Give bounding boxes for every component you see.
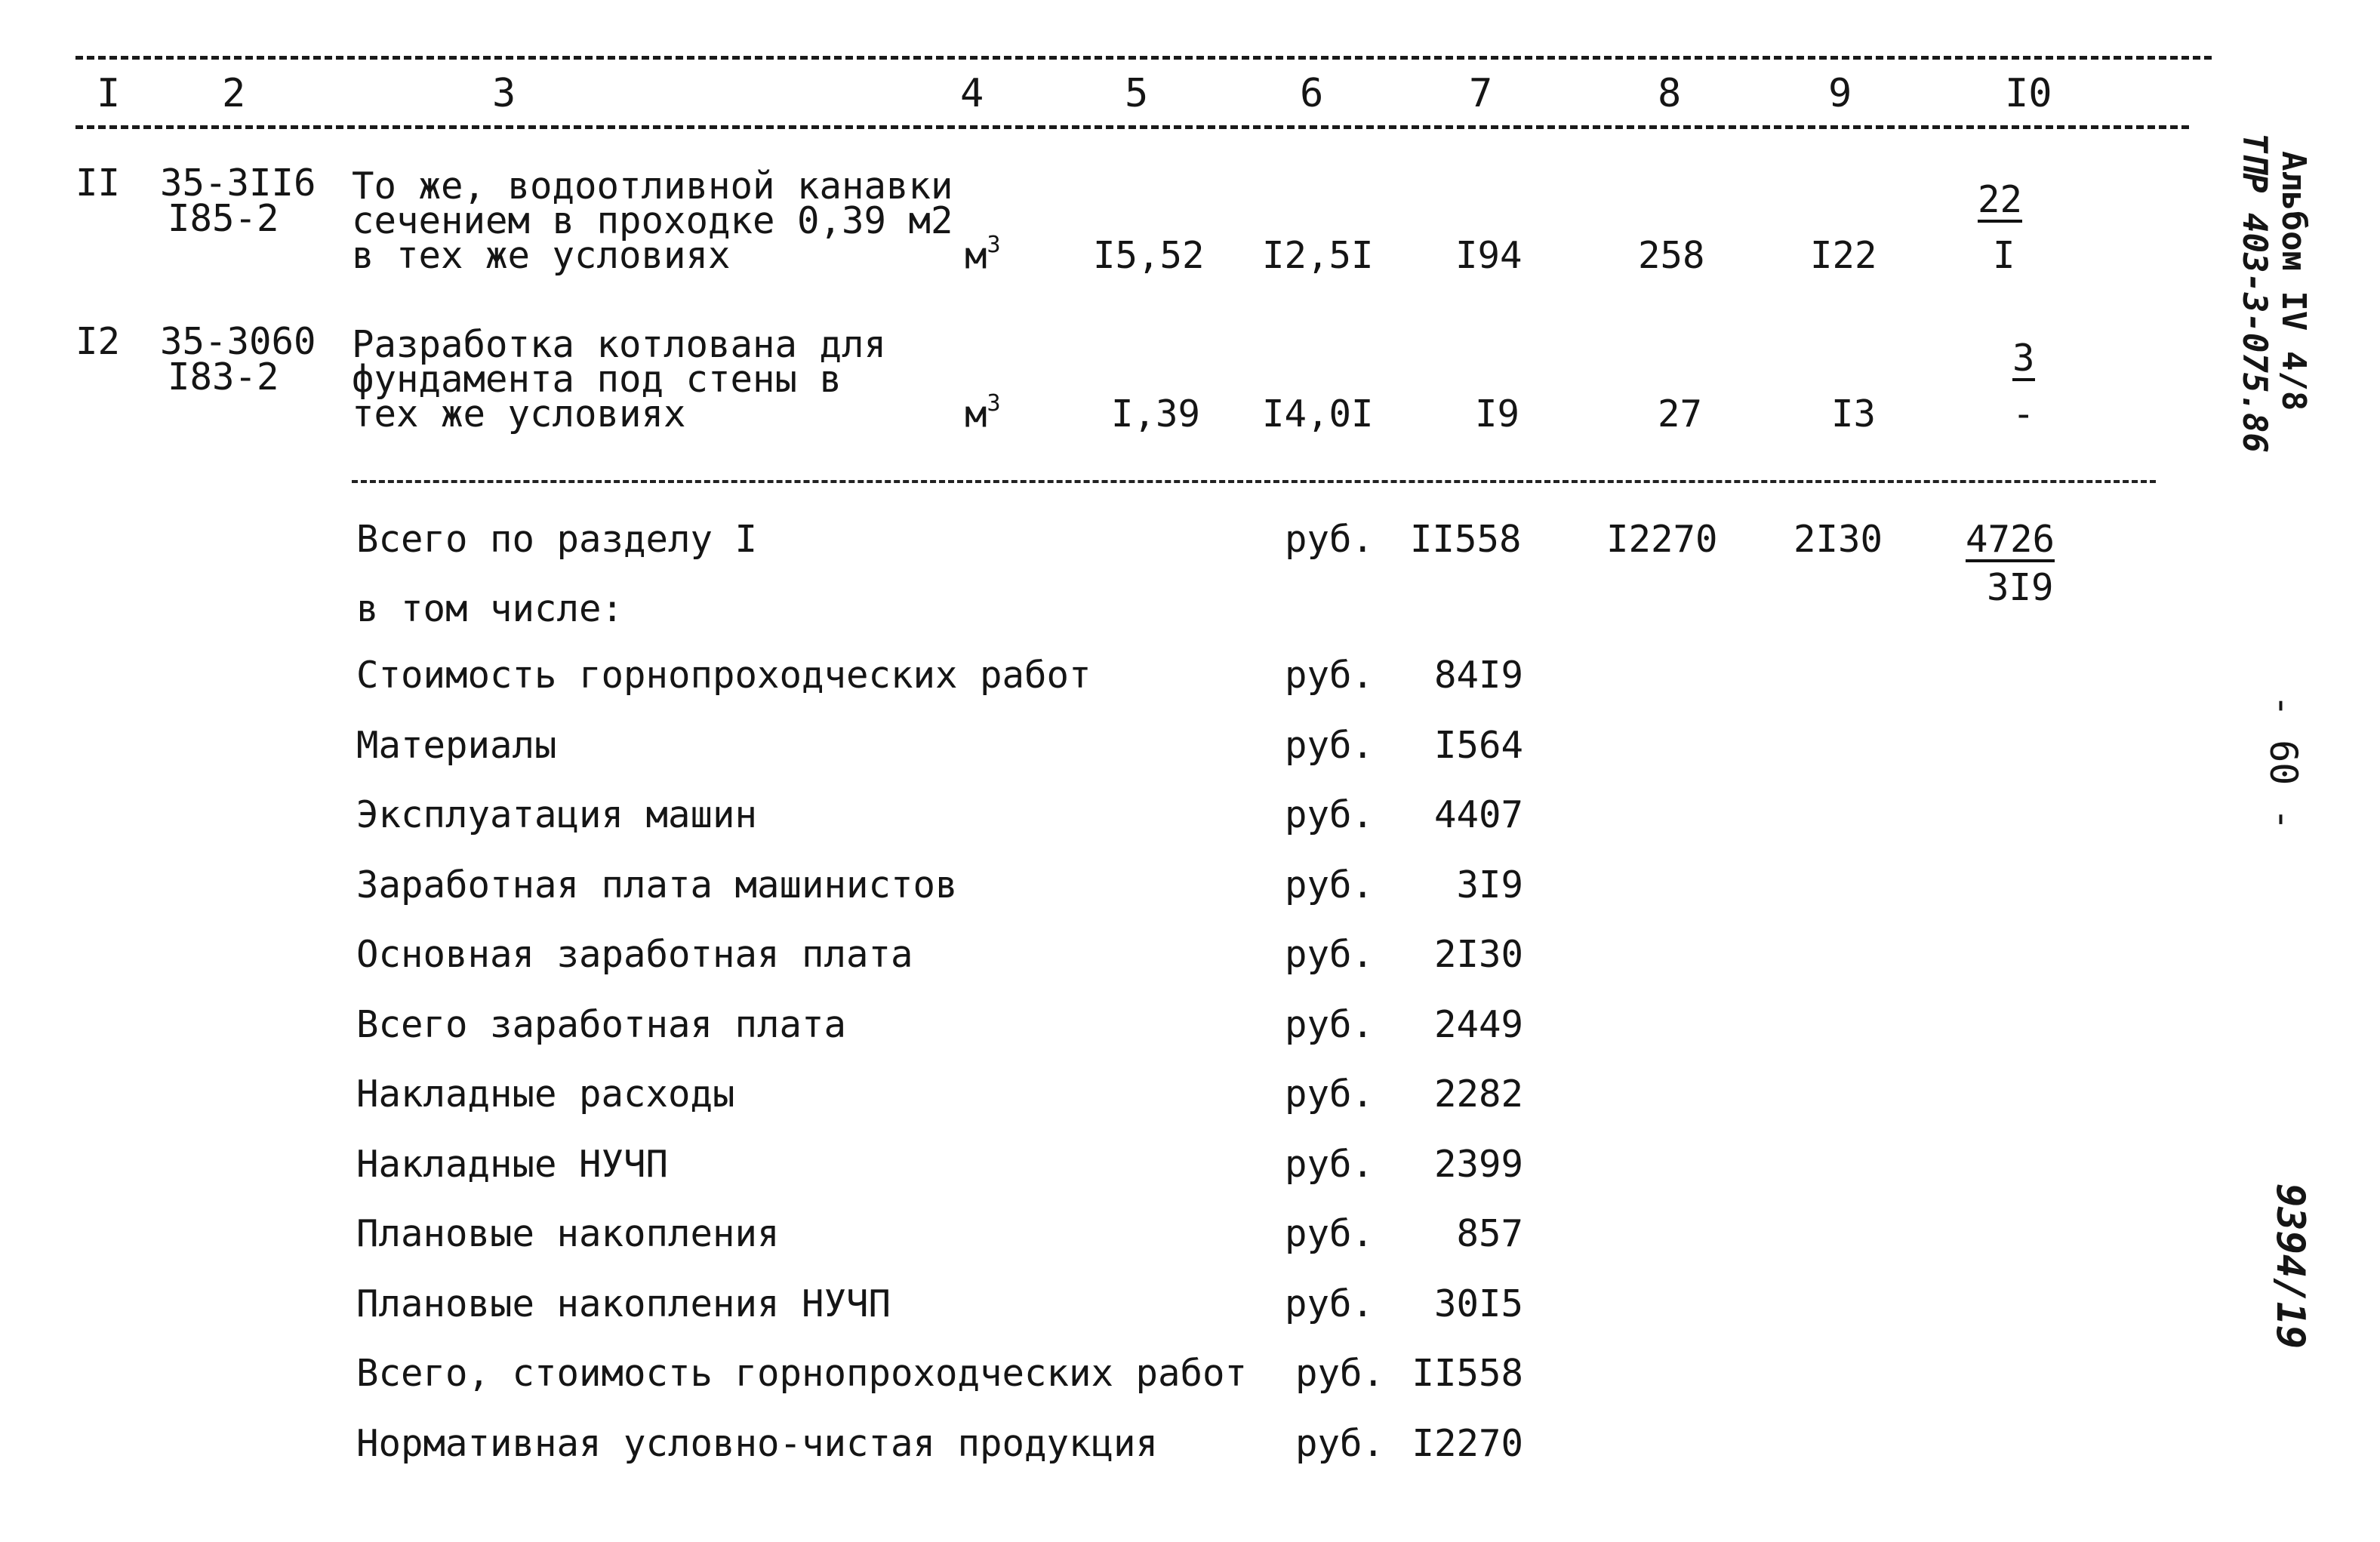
section-total-col-7: II558 (1410, 518, 1522, 561)
breakdown-value: 2449 (1433, 1003, 1523, 1046)
breakdown-value: 2399 (1433, 1143, 1523, 1186)
row-col-9: I22 (1810, 234, 1877, 277)
album-reference (2274, 151, 2313, 411)
breakdown-label: Материалы (356, 724, 557, 767)
breakdown-unit: руб. (1285, 1143, 1375, 1186)
section-total-col-10-bottom: 3I9 (1987, 566, 2054, 609)
page-number: - 60 - (2261, 694, 2305, 831)
breakdown-label: Основная заработная плата (356, 933, 913, 976)
breakdown-unit: руб. (1295, 1352, 1385, 1395)
header-top-rule (75, 56, 2212, 60)
row-code-1: 35-3060 (160, 320, 316, 363)
row-description-line-1: Разработка котлована для (352, 323, 887, 366)
breakdown-value: II558 (1412, 1352, 1523, 1395)
row-col-7: I9 (1475, 392, 1520, 436)
including-label: в том числе: (356, 587, 624, 630)
col-header-9: 9 (1828, 71, 1852, 116)
row-col-5: I5,52 (1093, 234, 1205, 277)
row-code-1: 35-3II6 (160, 162, 316, 205)
col-header-6: 6 (1300, 71, 1324, 116)
breakdown-value: 4407 (1433, 793, 1523, 836)
row-description-line-1: То же, водоотливной канавки (352, 165, 953, 208)
breakdown-label: Накладные расходы (356, 1073, 735, 1116)
row-col-10-top: 3 (2012, 337, 2035, 380)
breakdown-label: Накладные НУЧП (356, 1143, 669, 1186)
album-line-2: ТПР 403-3-075.86 (2235, 133, 2274, 453)
unit-superscript: 3 (987, 232, 1001, 258)
breakdown-label: Плановые накопления НУЧП (356, 1282, 891, 1325)
breakdown-unit: руб. (1285, 1282, 1375, 1325)
breakdown-label: Эксплуатация машин (356, 793, 758, 836)
col-header-4: 4 (960, 71, 984, 116)
row-col-8: 27 (1658, 392, 1703, 436)
col-header-1: I (97, 71, 121, 116)
row-number: II (75, 162, 121, 205)
section-total-col-10-top: 4726 (1966, 518, 2055, 561)
row-col-9: I3 (1831, 392, 1877, 436)
breakdown-value: I564 (1433, 724, 1523, 767)
section-total-col-8: I2270 (1606, 518, 1718, 561)
row-code-2: I83-2 (168, 355, 279, 399)
breakdown-unit: руб. (1285, 863, 1375, 906)
row-description-line-3: тех же условиях (352, 392, 686, 436)
breakdown-label: Нормативная условно-чистая продукция (356, 1422, 1159, 1465)
breakdown-unit: руб. (1285, 933, 1375, 976)
breakdown-value: 2282 (1433, 1073, 1523, 1116)
breakdown-unit: руб. (1285, 724, 1375, 767)
row-description-line-2: фундамента под стены в (352, 358, 842, 401)
section-total-col-9: 2I30 (1793, 518, 1883, 561)
section-total-unit: руб. (1285, 518, 1375, 561)
row-col-6: I4,0I (1262, 392, 1374, 436)
album-line-1: Альбом IV 4/8 (2274, 151, 2313, 411)
breakdown-value: 3I9 (1456, 863, 1523, 906)
header-bottom-rule (75, 125, 2189, 129)
breakdown-value: 84I9 (1433, 654, 1523, 697)
breakdown-unit: руб. (1295, 1422, 1385, 1465)
breakdown-unit: руб. (1285, 793, 1375, 836)
col-header-8: 8 (1658, 71, 1682, 116)
breakdown-value: 2I30 (1433, 933, 1523, 976)
breakdown-label: Стоимость горнопроходческих работ (356, 654, 1091, 697)
col-header-2: 2 (222, 71, 246, 116)
breakdown-value: 857 (1456, 1212, 1523, 1255)
row-col-7: I94 (1455, 234, 1523, 277)
breakdown-unit: руб. (1285, 1212, 1375, 1255)
col-header-3: 3 (492, 71, 516, 116)
row-col-8: 258 (1638, 234, 1705, 277)
row-col-10-bottom: I (1993, 234, 2015, 277)
row-unit: $м^3$ (965, 232, 1001, 278)
breakdown-unit: руб. (1285, 1073, 1375, 1116)
row-number: I2 (75, 320, 121, 363)
row-unit: $м^3$ (965, 390, 1001, 436)
row-description-line-3: в тех же условиях (352, 234, 731, 277)
breakdown-label: Плановые накопления (356, 1212, 780, 1255)
total-separator-rule (352, 480, 2156, 483)
unit-superscript: 3 (987, 390, 1001, 417)
row-col-10-bottom: - (2012, 392, 2035, 436)
breakdown-value: 30I5 (1433, 1282, 1523, 1325)
breakdown-label: Всего заработная плата (356, 1003, 847, 1046)
archive-stamp: 9394/19 (2268, 1183, 2313, 1350)
row-code-2: I85-2 (168, 197, 279, 240)
row-col-6: I2,5I (1262, 234, 1374, 277)
col-header-5: 5 (1125, 71, 1149, 116)
row-col-10-top: 22 (1978, 178, 2023, 221)
breakdown-unit: руб. (1285, 654, 1375, 697)
col-header-7: 7 (1469, 71, 1493, 116)
breakdown-unit: руб. (1285, 1003, 1375, 1046)
row-description-line-2: сечением в проходке 0,39 м2 (352, 199, 953, 242)
breakdown-label: Заработная плата машинистов (356, 863, 958, 906)
project-reference (2235, 133, 2274, 453)
row-col-5: I,39 (1111, 392, 1201, 436)
col-header-10: I0 (2005, 71, 2052, 116)
section-total-label: Всего по разделу I (356, 518, 758, 561)
breakdown-label: Всего, стоимость горнопроходческих работ (356, 1352, 1248, 1395)
breakdown-value: I2270 (1412, 1422, 1523, 1465)
